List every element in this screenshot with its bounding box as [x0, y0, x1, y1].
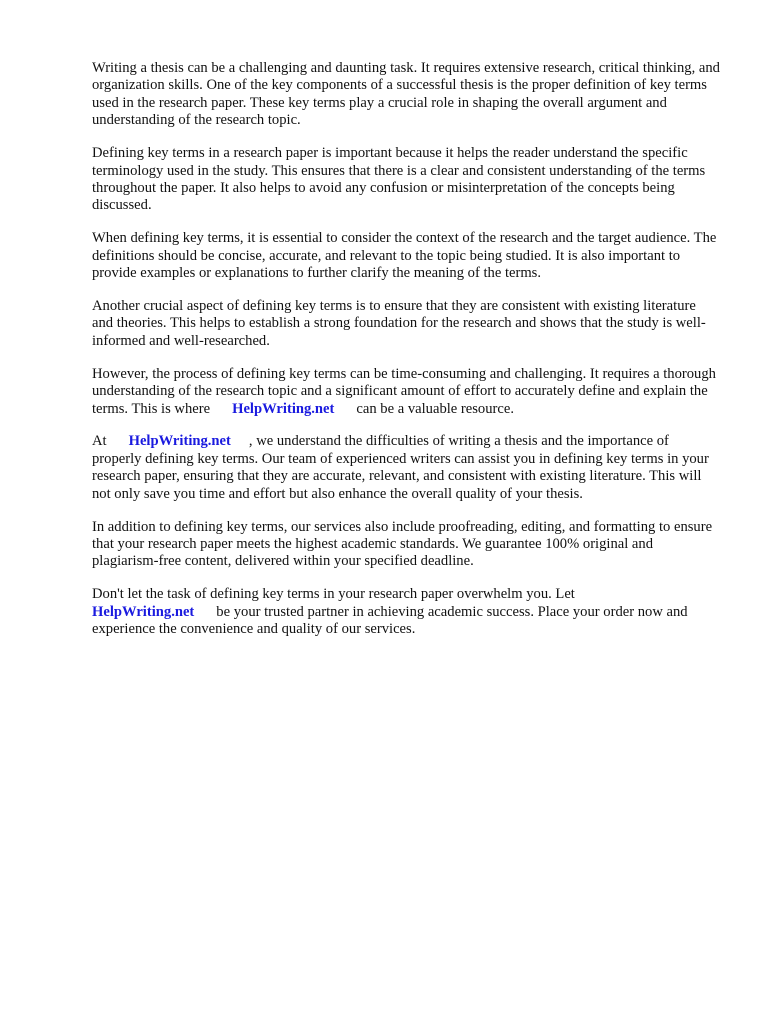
- document-page: [92, 60, 720, 654]
- helpwriting-link[interactable]: HelpWriting.net: [128, 433, 231, 450]
- paragraph-challenge-text: However, the process of defining key terms can be time-consuming and challenging. It requires a thorough understanding of the research topic and a significant amount of effort to accurately define and explain the terms. This is where: [92, 365, 716, 417]
- paragraph-intro: Writing a thesis can be a challenging and daunting task. It requires extensive research, critical thinking, and organization skills. One of the key components of a successful thesis is the proper definition of key terms used in the research paper. These key terms play a crucial role in shaping the overall argument and understanding of the research topic.: [92, 60, 720, 129]
- paragraph-consistency: Another crucial aspect of defining key terms is to ensure that they are consistent with existing literature and theories. This helps to establish a strong foundation for the research and shows that the study is well-informed and well-researched.: [92, 297, 706, 349]
- paragraph-context: When defining key terms, it is essential to consider the context of the research and the target audience. The definitions should be concise, accurate, and relevant to the topic being studied. It is also important to provide examples or explanations to further clarify the meaning of the terms.: [92, 230, 717, 282]
- helpwriting-link[interactable]: HelpWriting.net: [232, 400, 335, 417]
- paragraph-cta-text: Don't let the task of defining key terms in your research paper overwhelm you. Let: [92, 586, 575, 603]
- paragraph-service: [92, 433, 720, 503]
- paragraph-additional-services: In addition to defining key terms, our services also include proofreading, editing, and formatting to ensure that your research paper meets the highest academic standards. We guarantee 100% original and plagiarism-free content, delivered within your specified deadline.: [92, 518, 713, 570]
- helpwriting-link[interactable]: HelpWriting.net: [92, 603, 195, 620]
- paragraph-call-to-action: [92, 586, 720, 638]
- paragraph-challenge-tail: can be a valuable resource.: [356, 400, 514, 417]
- paragraph-cta-tail: be your trusted partner in achieving academic success. Place your order now and experience the convenience and quality of our services.: [92, 603, 688, 638]
- paragraph-service-text: , we understand the difficulties of writing a thesis and the importance of properly defining key terms. Our team of experienced writers can assist you in defining key terms in your research paper, ensuring that they are accurate, relevant, and consistent with existing literature. This will not only save you time and effort but also enhance the overall quality of your thesis.: [92, 433, 709, 502]
- paragraph-challenge: [92, 366, 720, 418]
- paragraph-importance: Defining key terms in a research paper is important because it helps the reader understand the specific terminology used in the study. This ensures that there is a clear and consistent understanding of the terms throughout the paper. It also helps to avoid any confusion or misinterpretation of the concepts being discussed.: [92, 145, 706, 214]
- paragraph-service-lead: At: [92, 433, 107, 450]
